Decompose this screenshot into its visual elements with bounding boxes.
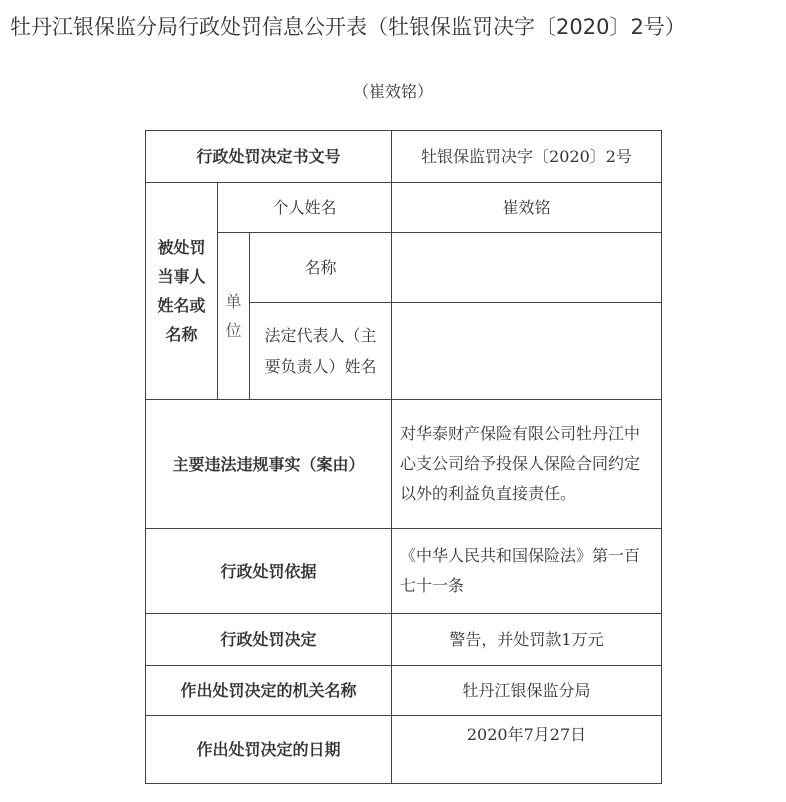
unit-name-label: 名称 [250, 233, 392, 303]
basis-value: 《中华人民共和国保险法》第一百七十一条 [392, 529, 662, 614]
party-label-line: 被处罚 [157, 238, 206, 257]
authority-label: 作出处罚决定的机关名称 [146, 666, 392, 716]
basis-label: 行政处罚依据 [146, 529, 392, 614]
party-label-line: 当事人 [157, 267, 206, 286]
violation-label: 主要违法违规事实（案由） [146, 400, 392, 529]
individual-name-value: 崔效铭 [392, 183, 662, 233]
unit-name-value [392, 233, 662, 303]
table-row-violation [146, 400, 662, 529]
legal-rep-value [392, 303, 662, 400]
unit-label-line: 单 [225, 292, 242, 311]
table-row-decision [146, 614, 662, 666]
table-row-date [146, 716, 662, 784]
penalty-info-table [145, 130, 662, 784]
table-row-basis [146, 529, 662, 614]
table-row-authority [146, 666, 662, 716]
page-subtitle: （崔效铭） [352, 82, 433, 101]
table-row-individual-name [146, 183, 662, 233]
doc-number-label: 行政处罚决定书文号 [146, 131, 392, 183]
decision-label: 行政处罚决定 [146, 614, 392, 666]
violation-value: 对华泰财产保险有限公司牡丹江中心支公司给予投保人保险合同约定以外的利益负直接责任。 [392, 400, 662, 529]
authority-value: 牡丹江银保监分局 [392, 666, 662, 716]
party-label [146, 183, 218, 400]
table-row-doc-number [146, 131, 662, 183]
legal-rep-label: 法定代表人（主要负责人）姓名 [250, 303, 392, 400]
date-value: 2020年7月27日 [392, 716, 662, 784]
individual-name-label: 个人姓名 [218, 183, 392, 233]
date-label: 作出处罚决定的日期 [146, 716, 392, 784]
party-label-line: 名称 [165, 325, 198, 344]
unit-label [218, 233, 250, 400]
doc-number-value: 牡银保监罚决字〔2020〕2号 [392, 131, 662, 183]
table-row-unit-name [146, 233, 662, 303]
party-label-line: 姓名或 [157, 296, 206, 315]
page-title: 牡丹江银保监分局行政处罚信息公开表（牡银保监罚决字〔2020〕2号） [10, 15, 686, 39]
decision-value: 警告，并处罚款1万元 [392, 614, 662, 666]
unit-label-line: 位 [225, 321, 242, 340]
